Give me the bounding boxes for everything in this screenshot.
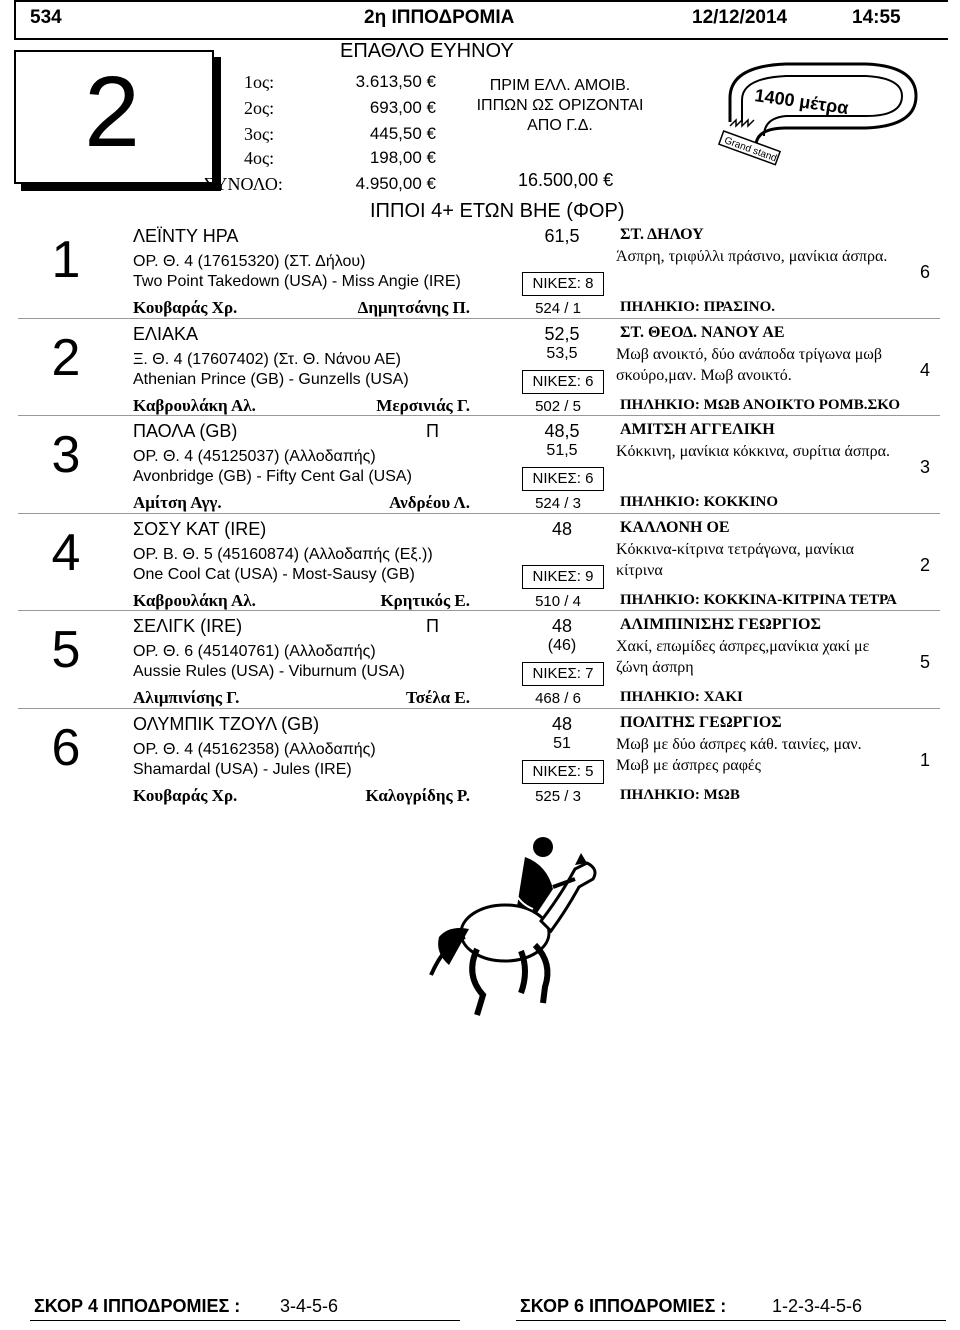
owner-name: ΣΤ. ΘΕΟΔ. ΝΑΝΟΥ ΑΕ: [620, 323, 785, 341]
race-title: ΕΠΑΘΛΟ ΕΥΗΝΟΥ: [340, 40, 514, 62]
weight: 48: [551, 616, 573, 636]
saddle-number: 5: [919, 652, 930, 672]
prize-value: 3.613,50 €: [355, 72, 436, 91]
owner-name: ΑΜΙΤΣΗ ΑΓΓΕΛΙΚΗ: [620, 421, 775, 438]
silk-colors: Κόκκινα-κίτρινα τετράγωνα, μανίκια κίτρινα: [616, 540, 855, 579]
prize-value: 4.950,00 €: [355, 174, 436, 193]
grand-stand-label: Grand stand: [722, 135, 779, 165]
prize-value: 693,00 €: [369, 98, 436, 117]
wins-box: ΝΙΚΕΣ: 9: [522, 565, 604, 589]
bonus-line-3: ΑΠΟ Γ.Δ.: [527, 117, 593, 134]
jockey-name: Αμίτση Αγγ.: [133, 493, 222, 512]
track-distance: 1400 μέτρα: [753, 85, 850, 119]
trainer-name: Κρητικός Ε.: [380, 590, 470, 610]
horse-pedigree: One Cool Cat (USA) - Most-Sausy (GB): [133, 565, 415, 583]
silk-colors: Χακί, επωμίδες άσπρες,μανίκια χακί με ζώνη άσπρη: [616, 638, 870, 676]
jockey-name: Αλιμπινίσης Γ.: [133, 688, 240, 707]
horse-info: ΟΡ. Θ. 6 (45140761) (Αλλοδαπής): [133, 643, 376, 660]
horse-info: ΟΡ. Θ. 4 (17615320) (ΣΤ. Δήλου): [133, 253, 366, 270]
horse-pedigree: Aussie Rules (USA) - Viburnum (USA): [133, 663, 405, 680]
prize-label: 1ος:: [244, 72, 275, 92]
score4-value: 3-4-5-6: [280, 1296, 339, 1316]
horse-pedigree: Avonbridge (GB) - Fifty Cent Gal (USA): [133, 468, 412, 485]
score4-label: ΣΚΟΡ 4 ΙΠΠΟΔΡΟΜΙΕΣ :: [34, 1296, 241, 1316]
wins-box: ΝΙΚΕΣ: 6: [522, 370, 604, 394]
trainer-name: Τσέλα Ε.: [406, 688, 470, 707]
score6-rule: [516, 1320, 946, 1321]
weight-secondary: (46): [547, 637, 577, 654]
row-divider: [18, 318, 940, 319]
horse-number: 1: [51, 231, 81, 289]
page-number: 534: [30, 7, 62, 28]
prize-value: 445,50 €: [369, 124, 436, 143]
bonus-note: [460, 76, 660, 136]
score4-rule: [30, 1320, 460, 1321]
wins-box: ΝΙΚΕΣ: 5: [522, 760, 604, 784]
wins-box: ΝΙΚΕΣ: 6: [522, 467, 604, 491]
weight: 48: [551, 713, 573, 734]
prize-label: 2ος:: [244, 98, 275, 118]
prize-value: 198,00 €: [369, 148, 436, 167]
horse-info: Ξ. Θ. 4 (17607402) (Στ. Θ. Νάνου ΑΕ): [133, 350, 401, 368]
draw-number: 502 / 5: [535, 397, 581, 415]
wins-box: ΝΙΚΕΣ: 8: [522, 272, 604, 296]
silk-code-label: ΠΗΛΗΚΙΟ: ΚΟΚΚΙΝΟ: [620, 494, 779, 510]
saddle-number: 3: [919, 457, 930, 477]
header-bar: [14, 0, 948, 40]
prize-label: 4ος:: [244, 148, 275, 168]
owner-name: ΣΤ. ΔΗΛΟΥ: [620, 226, 704, 243]
jockey-name: Καβρουλάκη Αλ.: [133, 395, 256, 415]
weight: 61,5: [544, 226, 580, 246]
horse-pedigree: Two Point Takedown (USA) - Miss Angie (IRE): [133, 273, 461, 290]
saddle-number: 2: [919, 554, 930, 575]
silk-code-label: ΠΗΛΗΚΙΟ: ΠΡΑΣΙΝΟ.: [620, 299, 776, 315]
silk-code-label: ΠΗΛΗΚΙΟ: ΚΟΚΚΙΝΑ-ΚΙΤΡΙΝΑ ΤΕΤΡΑ: [620, 591, 897, 608]
draw-number: 468 / 6: [535, 690, 581, 707]
silk-code-label: ΠΗΛΗΚΙΟ: ΧΑΚΙ: [620, 689, 743, 705]
race-category: ΙΠΠΟΙ 4+ ΕΤΩΝ ΒΗΕ (ΦΟΡ): [370, 200, 625, 222]
row-divider: [18, 708, 940, 709]
draw-number: 525 / 3: [535, 787, 581, 805]
horse-flag: Π: [426, 421, 439, 441]
track-diagram-icon: [716, 56, 928, 166]
draw-number: 524 / 3: [535, 495, 581, 512]
jockey-name: Κουβαράς Χρ.: [133, 298, 238, 317]
owner-name: ΚΑΛΛΟΝΗ ΟΕ: [620, 518, 730, 536]
silk-colors: Άσπρη, τριφύλλι πράσινο, μανίκια άσπρα.: [616, 248, 888, 265]
trainer-name: Ανδρέου Λ.: [389, 493, 470, 512]
horse-and-jockey-icon: [425, 825, 605, 1030]
weight-secondary: 51: [553, 734, 571, 752]
horse-info: ΟΡ. Θ. 4 (45162358) (Αλλοδαπής): [133, 740, 376, 758]
score6-label: ΣΚΟΡ 6 ΙΠΠΟΔΡΟΜΙΕΣ :: [520, 1296, 727, 1316]
horse-pedigree: Shamardal (USA) - Jules (IRE): [133, 760, 352, 778]
weight: 48: [551, 518, 573, 539]
horse-name: ΣΕΛΙΓΚ (IRE): [133, 616, 243, 636]
horse-name: ΟΛΥΜΠΙΚ ΤΖΟΥΛ (GB): [133, 713, 320, 734]
race-time: 14:55: [852, 7, 901, 28]
prize-label: 3ος:: [244, 124, 275, 144]
race-number: 2: [84, 56, 140, 168]
saddle-number: 4: [919, 359, 930, 380]
horse-name: ΠΑΟΛΑ (GB): [133, 421, 238, 441]
silk-code-label: ΠΗΛΗΚΙΟ: ΜΩΒ ΑΝΟΙΚΤΟ ΡΟΜΒ.ΣΚΟ: [620, 396, 900, 413]
horse-number: 3: [51, 426, 81, 484]
weight: 52,5: [544, 323, 580, 344]
trainer-name: Καλογρίδης Ρ.: [365, 785, 470, 805]
owner-name: ΠΟΛΙΤΗΣ ΓΕΩΡΓΙΟΣ: [620, 713, 782, 731]
silk-colors: Μωβ με δύο άσπρες κάθ. ταινίες, μαν. Μωβ με άσπρες ραφές: [616, 735, 862, 774]
trainer-name: Μερσινιάς Γ.: [376, 395, 470, 415]
weight-secondary: 53,5: [546, 344, 578, 362]
saddle-number: 1: [919, 749, 930, 770]
row-divider: [18, 513, 940, 514]
row-divider: [18, 610, 940, 611]
race-label: 2η ΙΠΠΟΔΡΟΜΙΑ: [364, 7, 515, 28]
jockey-name: Καβρουλάκη Αλ.: [133, 590, 256, 610]
horse-flag: Π: [426, 616, 439, 636]
horse-number: 6: [51, 718, 81, 777]
weight-secondary: 51,5: [546, 442, 578, 459]
horse-name: ΣΟΣΥ ΚΑΤ (IRE): [133, 518, 267, 539]
race-date: 12/12/2014: [692, 7, 788, 28]
weight: 48,5: [544, 421, 580, 441]
saddle-number: 6: [919, 262, 930, 282]
prize-label: ΣΥΝΟΛΟ:: [204, 174, 283, 194]
horse-number: 4: [51, 523, 81, 582]
row-divider: [18, 415, 940, 416]
horse-number: 5: [51, 621, 81, 679]
bonus-amount: 16.500,00 €: [518, 170, 614, 190]
horse-name: ΛΕΪΝΤΥ ΗΡΑ: [133, 226, 239, 246]
wins-box: ΝΙΚΕΣ: 7: [522, 662, 604, 686]
owner-name: ΑΛΙΜΠΙΝΙΣΗΣ ΓΕΩΡΓΙΟΣ: [620, 616, 821, 633]
draw-number: 510 / 4: [535, 592, 581, 610]
horse-number: 2: [51, 328, 81, 387]
silk-colors: Μωβ ανοικτό, δύο ανάποδα τρίγωνα μωβ σκούρο,μαν. Μωβ ανοικτό.: [616, 345, 882, 384]
horse-info: ΟΡ. Θ. 4 (45125037) (Αλλοδαπής): [133, 448, 376, 465]
horse-name: ΕΛΙΑΚΑ: [133, 323, 199, 344]
jockey-name: Κουβαράς Χρ.: [133, 785, 238, 805]
bonus-line-2: ΙΠΠΩΝ ΩΣ ΟΡΙΖΟΝΤΑΙ: [476, 97, 644, 114]
horse-pedigree: Athenian Prince (GB) - Gunzells (USA): [133, 370, 409, 388]
silk-code-label: ΠΗΛΗΚΙΟ: ΜΩΒ: [620, 786, 740, 803]
draw-number: 524 / 1: [535, 300, 581, 317]
trainer-name: Δημητσάνης Π.: [357, 298, 470, 317]
bonus-line-1: ΠΡΙΜ ΕΛΛ. ΑΜΟΙΒ.: [489, 77, 631, 94]
silk-colors: Κόκκινη, μανίκια κόκκινα, συρίτια άσπρα.: [616, 443, 890, 460]
horse-info: ΟΡ. Β. Θ. 5 (45160874) (Αλλοδαπής (Εξ.)): [133, 545, 433, 563]
score6-value: 1-2-3-4-5-6: [772, 1296, 863, 1316]
